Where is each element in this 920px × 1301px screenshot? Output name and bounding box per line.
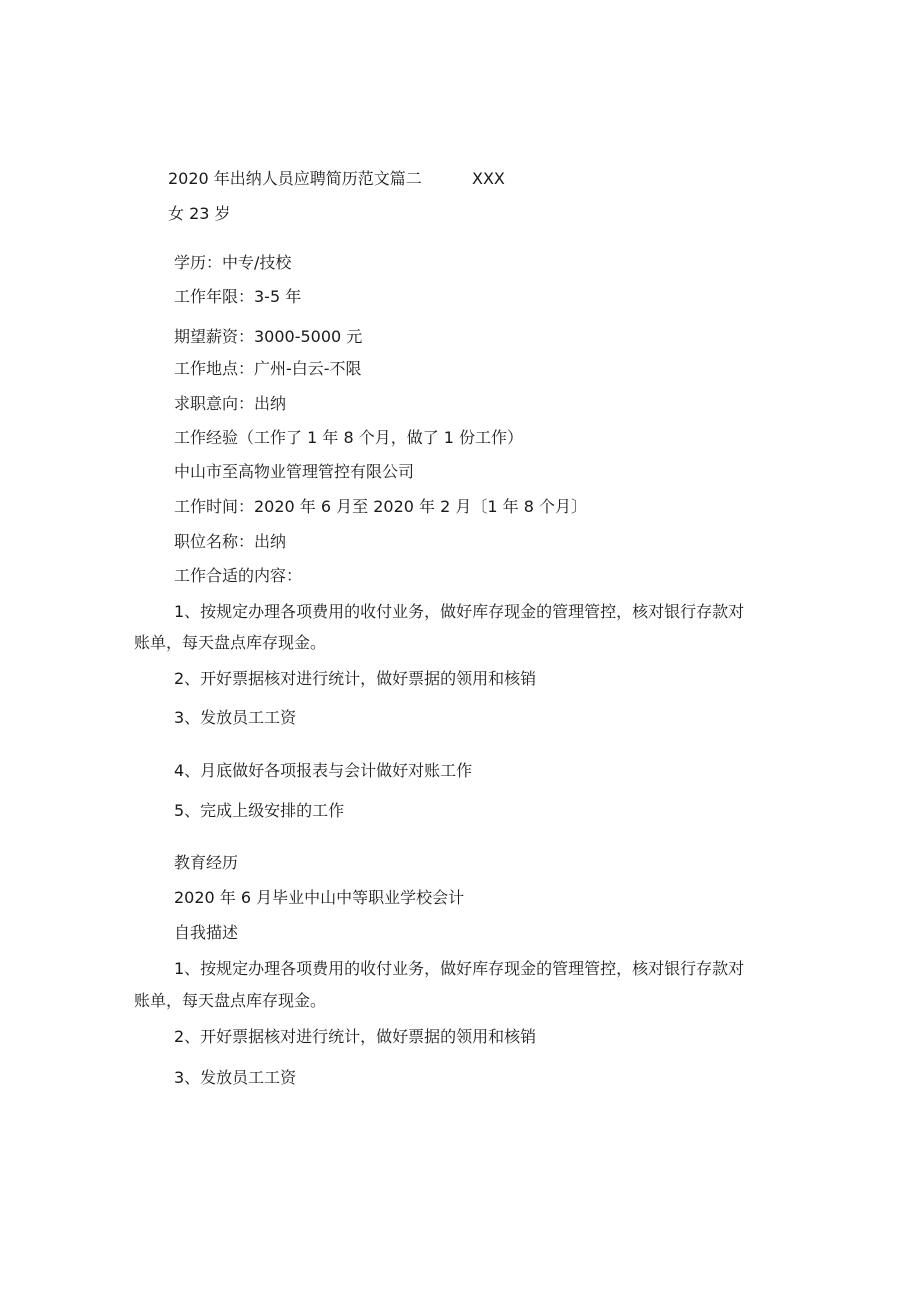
duties-label: 工作合适的内容： <box>174 566 303 585</box>
work-period: 工作时间：2020 年 6 月至 2020 年 2 月〔1 年 8 个月〕 <box>174 497 588 516</box>
company-name: 中山市至高物业管理管控有限公司 <box>174 462 415 481</box>
self-description-item-continuation: 账单，每天盘点库存现金。 <box>134 991 327 1010</box>
duty-item: 4、月底做好各项报表与会计做好对账工作 <box>174 761 473 780</box>
job-intention: 求职意向：出纳 <box>174 394 287 413</box>
expected-salary: 期望薪资：3000-5000 元 <box>174 327 363 346</box>
duty-item: 1、按规定办理各项费用的收付业务，做好库存现金的管理管控，核对银行存款对 <box>174 602 745 621</box>
position-title: 职位名称：出纳 <box>174 532 287 551</box>
education-heading: 教育经历 <box>174 853 239 872</box>
gender-age: 女 23 岁 <box>168 204 231 223</box>
work-years: 工作年限：3-5 年 <box>174 287 302 306</box>
self-description-item: 3、发放员工工资 <box>174 1068 297 1087</box>
duty-item-continuation: 账单，每天盘点库存现金。 <box>134 633 327 652</box>
duty-item: 2、开好票据核对进行统计，做好票据的领用和核销 <box>174 669 537 688</box>
self-description-heading: 自我描述 <box>174 923 239 942</box>
document-title: 2020 年出纳人员应聘简历范文篇二 <box>168 169 422 188</box>
duty-item: 5、完成上级安排的工作 <box>174 801 345 820</box>
self-description-item: 2、开好票据核对进行统计，做好票据的领用和核销 <box>174 1027 537 1046</box>
self-description-item: 1、按规定办理各项费用的收付业务，做好库存现金的管理管控，核对银行存款对 <box>174 959 745 978</box>
education-entry: 2020 年 6 月毕业中山中等职业学校会计 <box>174 888 465 907</box>
duty-item: 3、发放员工工资 <box>174 708 297 727</box>
work-location: 工作地点：广州-白云-不限 <box>174 359 362 378</box>
applicant-name: XXX <box>472 169 505 188</box>
education-level: 学历：中专/技校 <box>174 253 292 272</box>
experience-summary: 工作经验（工作了 1 年 8 个月，做了 1 份工作） <box>174 428 524 447</box>
